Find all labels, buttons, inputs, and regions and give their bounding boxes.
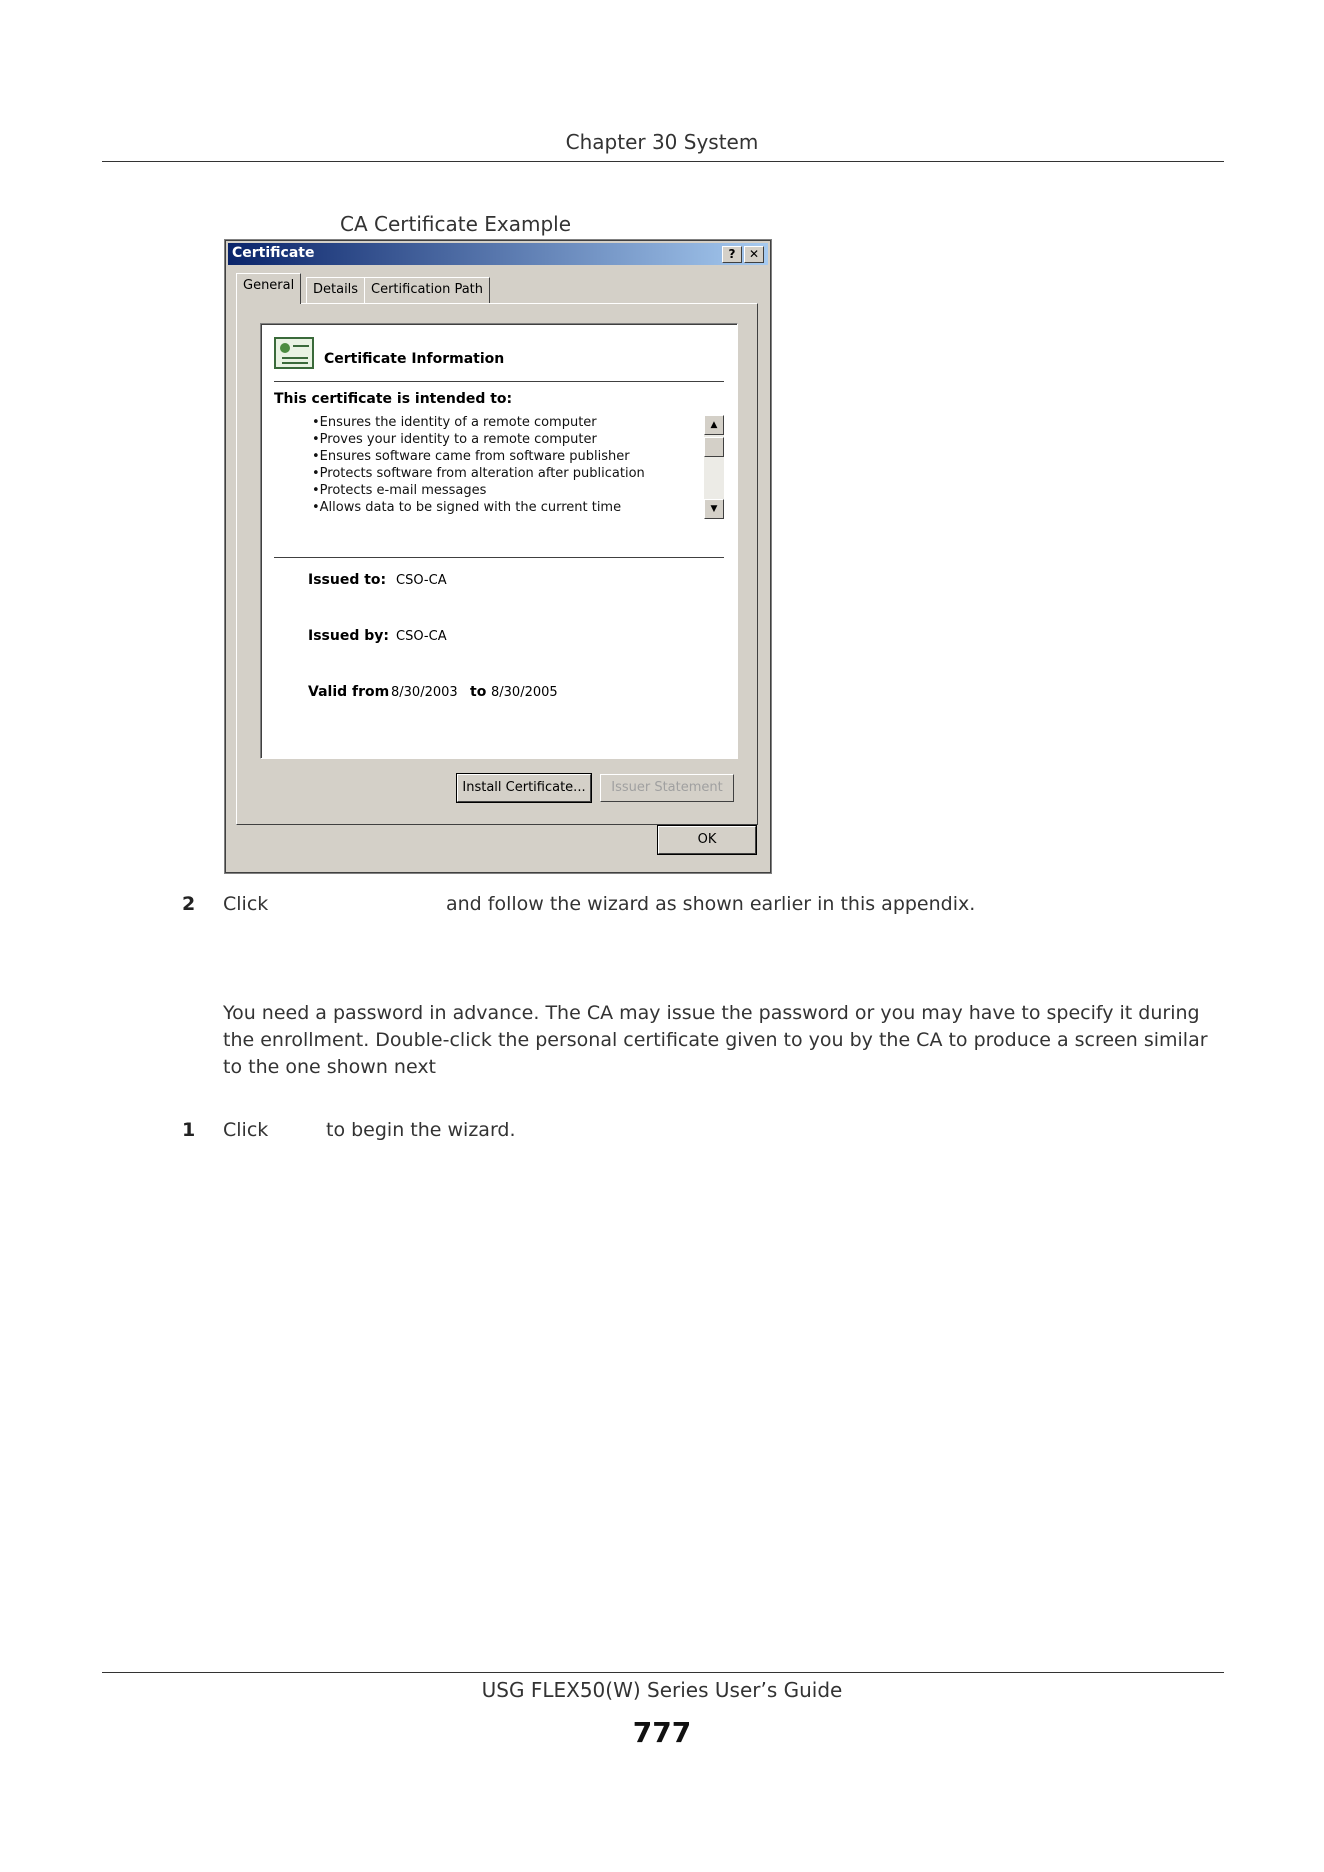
header-rule xyxy=(102,161,1224,162)
step-number: 2 xyxy=(182,893,196,915)
intended-heading: This certificate is intended to: xyxy=(274,391,513,407)
scroll-down-icon[interactable]: ▼ xyxy=(704,499,724,519)
purpose-item: •Protects e-mail messages xyxy=(312,483,487,498)
footer-rule xyxy=(102,1672,1224,1673)
step-text-before: Click xyxy=(223,893,269,915)
valid-from-value: 8/30/2003 xyxy=(391,685,458,700)
body-paragraph: You need a password in advance. The CA may issue the password or you may have to specify it during the enrollment. Double-click the personal certificate given to you by the CA to produce a screen similar to the one shown next xyxy=(223,1002,1208,1078)
help-button[interactable]: ? xyxy=(722,246,742,263)
dialog-titlebar xyxy=(228,243,768,265)
issued-to-label: Issued to: xyxy=(308,572,387,588)
valid-to-value: 8/30/2005 xyxy=(491,685,558,700)
dialog-title: Certificate xyxy=(232,245,315,261)
issuer-statement-button[interactable]: Issuer Statement xyxy=(600,774,734,802)
certificate-info-title: Certificate Information xyxy=(324,351,505,367)
issued-separator xyxy=(274,557,724,558)
close-icon[interactable]: ✕ xyxy=(744,246,764,263)
valid-to-label: to xyxy=(470,684,487,700)
step-text-after: to begin the wizard. xyxy=(326,1119,516,1141)
purpose-item: •Proves your identity to a remote computer xyxy=(312,432,597,447)
install-certificate-button[interactable]: Install Certificate... xyxy=(457,774,591,802)
purpose-item: •Protects software from alteration after publication xyxy=(312,466,645,481)
tab-general[interactable]: General xyxy=(236,273,301,304)
purpose-item: •Ensures the identity of a remote computer xyxy=(312,415,597,430)
scroll-thumb[interactable] xyxy=(704,437,724,457)
certificate-dialog xyxy=(225,240,771,873)
issued-by-label: Issued by: xyxy=(308,628,389,644)
certificate-icon xyxy=(274,337,314,369)
issued-by-value: CSO-CA xyxy=(396,629,447,644)
tab-details[interactable]: Details xyxy=(306,277,365,303)
purpose-item: •Ensures software came from software publisher xyxy=(312,449,630,464)
valid-from-label: Valid from xyxy=(308,684,390,700)
figure-caption: CA Certificate Example xyxy=(340,212,572,236)
running-header: Chapter 30 System xyxy=(565,130,759,154)
info-separator xyxy=(274,381,724,382)
tab-certification-path[interactable]: Certification Path xyxy=(364,277,490,303)
step-text-before: Click xyxy=(223,1119,269,1141)
step-text-after: and follow the wizard as shown earlier in this appendix. xyxy=(446,893,976,915)
page-number: 777 xyxy=(632,1716,692,1749)
ok-button[interactable]: OK xyxy=(658,826,756,854)
purpose-item: •Allows data to be signed with the current time xyxy=(312,500,622,515)
step-number: 1 xyxy=(182,1119,196,1141)
footer-guide-title: USG FLEX50(W) Series User’s Guide xyxy=(481,1678,843,1702)
purposes-scrollbar[interactable] xyxy=(704,415,724,519)
scroll-up-icon[interactable]: ▲ xyxy=(704,415,724,435)
issued-to-value: CSO-CA xyxy=(396,573,447,588)
